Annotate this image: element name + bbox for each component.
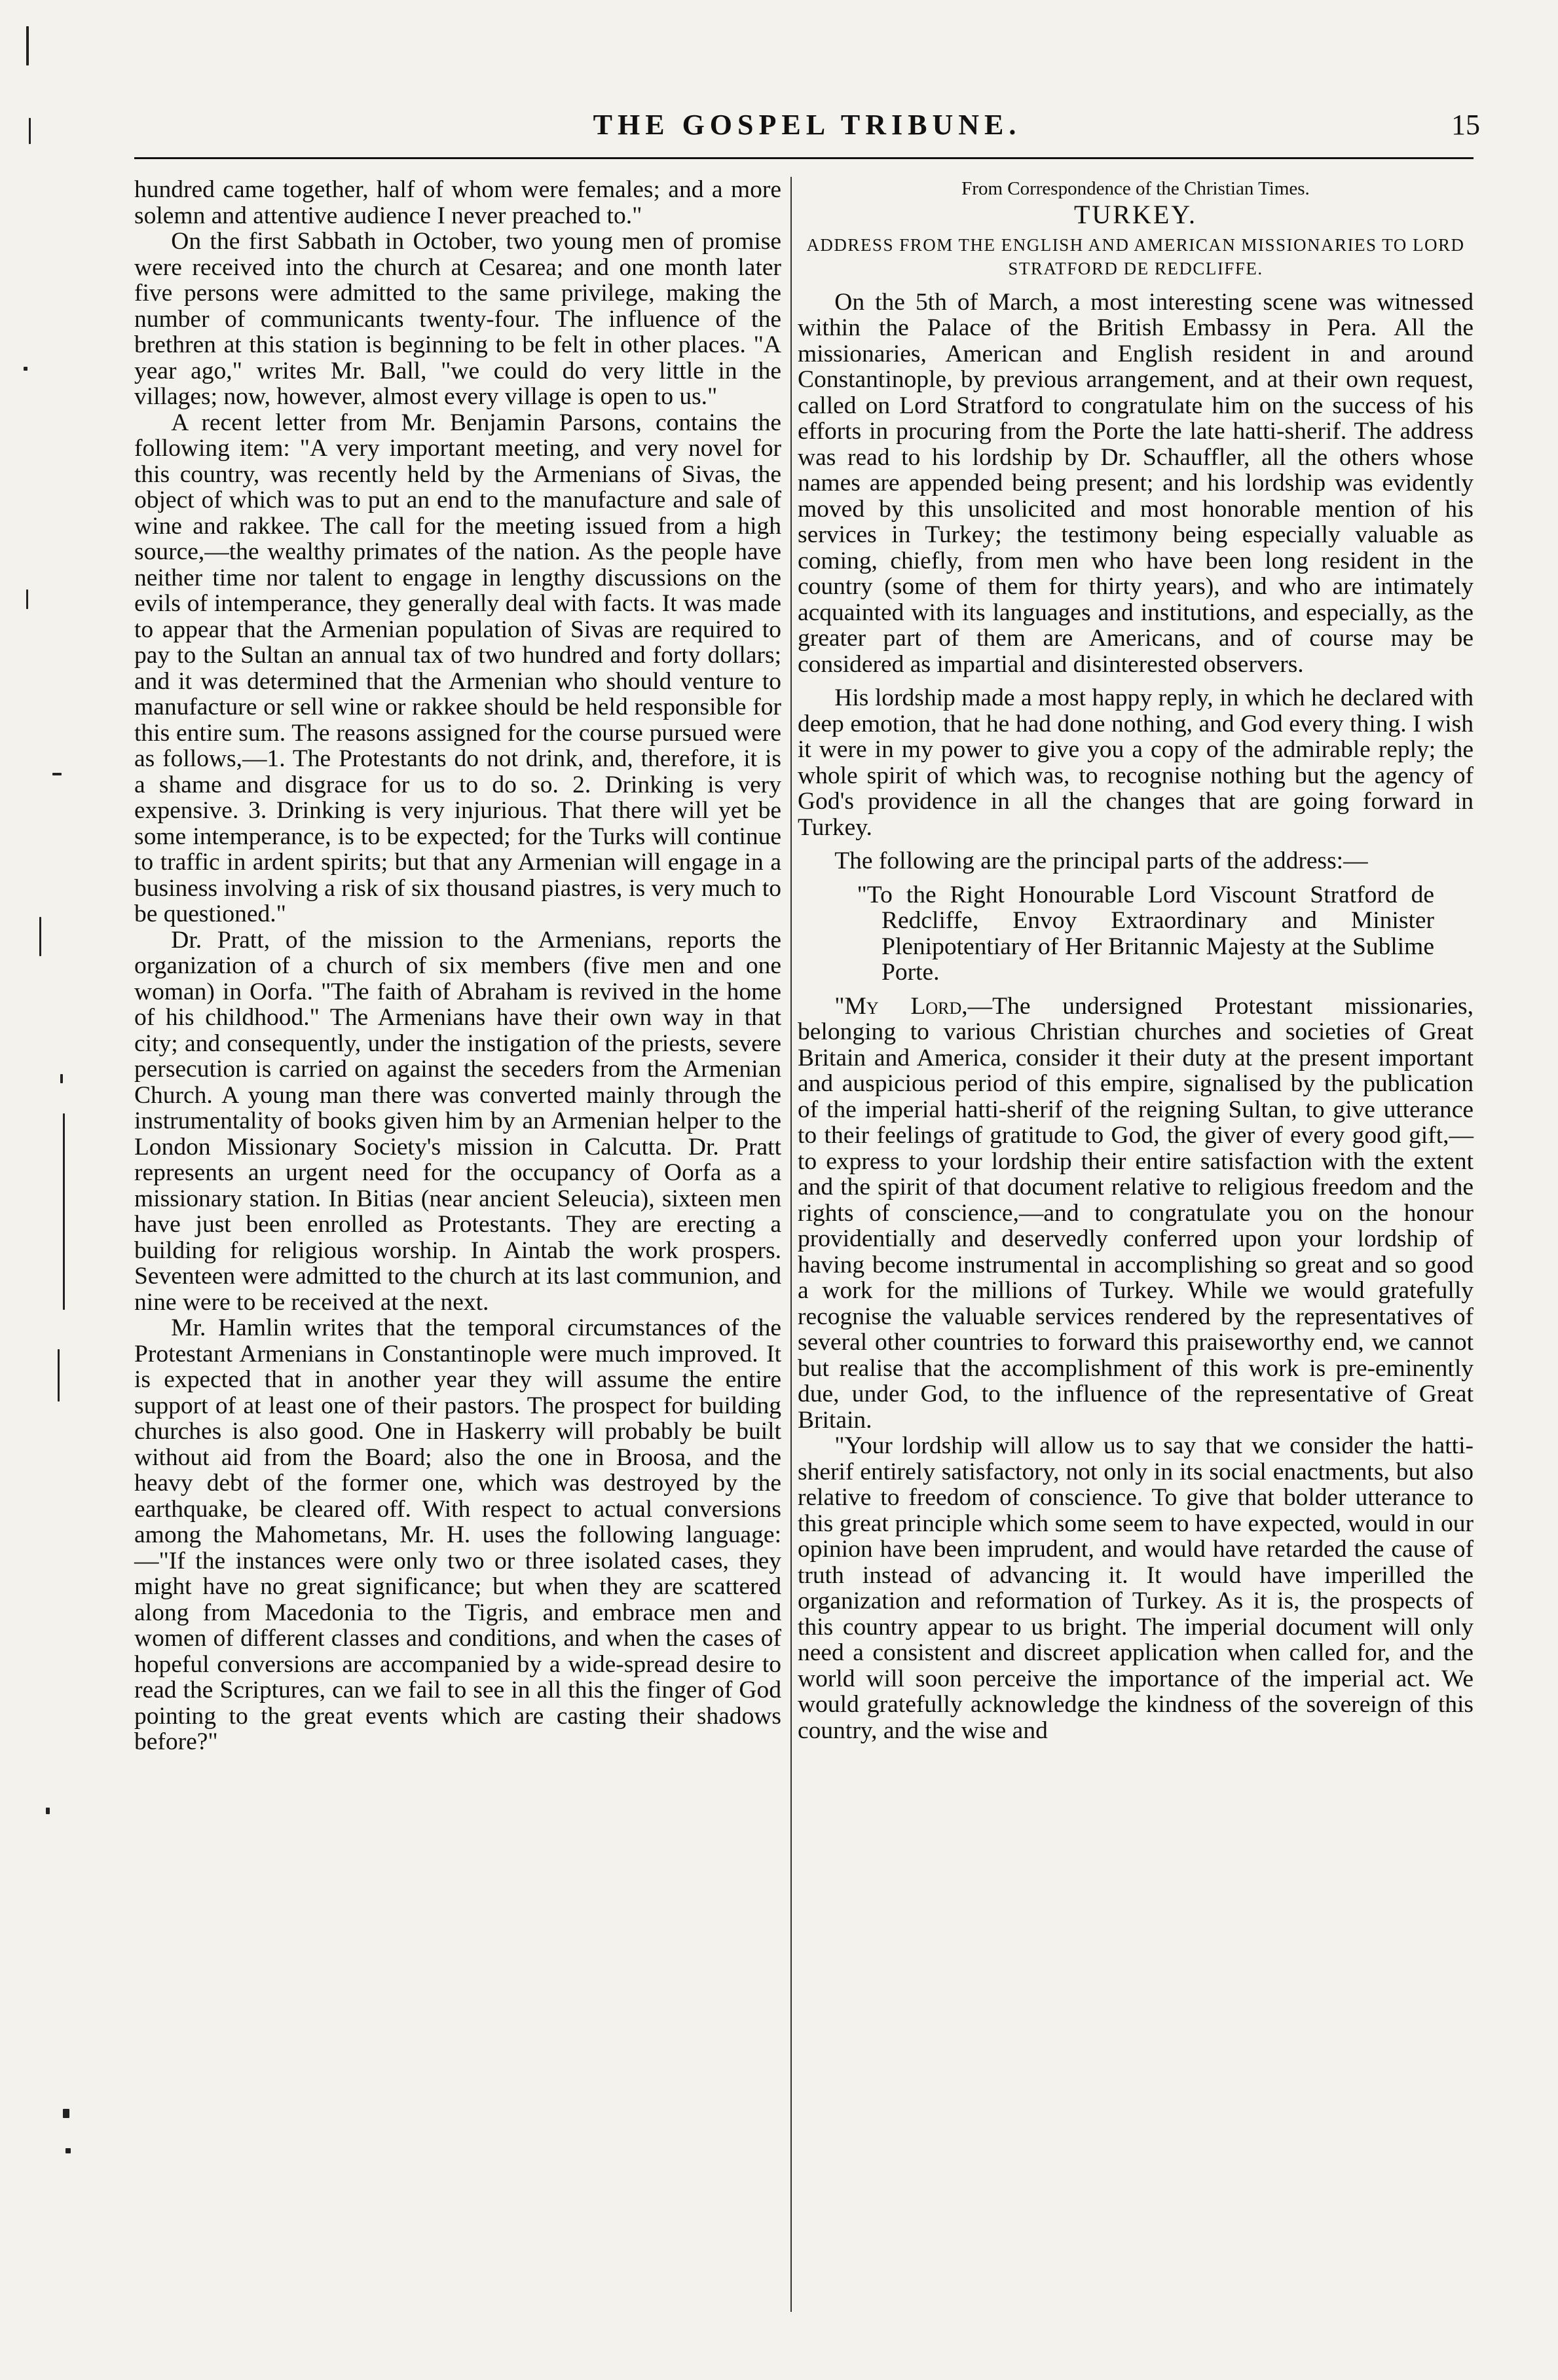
right-column — [798, 177, 1474, 1743]
letter-paragraph — [798, 994, 1474, 1434]
left-column — [134, 177, 781, 1755]
running-title: THE GOSPEL TRIBUNE. — [593, 109, 1022, 141]
page-header — [134, 108, 1480, 154]
paragraph: hundred came together, half of whom were females; and a more solemn and attentive audience I never preached to." — [134, 176, 781, 229]
paragraph: Dr. Pratt, of the mission to the Armenians, reports the organization of a church of six members (five men and one woman) in Oorfa. "The faith of Abraham is revived in the home of his childhood." The Armenians have their own way in that city; and consequently, under the instigation of the priests, severe persecution is carried on against the seceders from the Armenian Church. A young man there was converted mainly through the instrumentality of books given him by an Armenian helper to the London Missionary Society's mission in Calcutta. Dr. Pratt represents an urgent need for the occupancy of Oorfa as a missionary station. In Bitias (near ancient Seleucia), sixteen men have just been enrolled as Protestants. They are erecting a building for religious worship. In Aintab the work prospers. Seventeen were admitted to the church at its last communion, and nine were to be received at the next. — [134, 926, 781, 1316]
correspondence-byline: From Correspondence of the Christian Times. — [961, 178, 1310, 199]
section-title: TURKEY. — [1073, 200, 1198, 229]
header-rule — [134, 157, 1474, 159]
paragraph: Mr. Hamlin writes that the temporal circumstances of the Protestant Armenians in Constantinople were much improved. It is expected that in another year they will assume the entire support of at least one of their pastors. The prospect for building churches is also good. One in Haskerry will probably be built without aid from the Board; also the one in Broosa, and the heavy debt of the former one, which was destroyed by the earthquake, be cleared off. With respect to actual conversions among the Mahometans, Mr. H. uses the following language:—"If the instances were only two or three isolated cases, they might have no great significance; but when they are scattered along from Macedonia to the Tigris, and embrace men and women of different classes and conditions, and when the cases of hopeful conversions are accompanied by a wide-spread desire to read the Scriptures, can we fail to see in all this the finger of God pointing to the great events which are casting their shadows before?" — [134, 1314, 781, 1755]
scan-margin-marks — [0, 0, 79, 2380]
letter-opening: "My Lord, — [834, 992, 968, 1020]
paragraph: A recent letter from Mr. Benjamin Parsons, contains the following item: "A very important meeting, and very novel for this country, was recently held by the Armenians of Sivas, the object of which was to put an end to the manufacture and sale of wine and rakkee. The call for the meeting issued from a high source,—the wealthy primates of the nation. As the people have neither time nor talent to engage in lengthy discussions on the evils of intemperance, they generally deal with facts. It was made to appear that the Armenian population of Sivas are required to pay to the Sultan an annual tax of two hundred and forty dollars; and it was determined that the Armenian who should venture to manufacture or sell wine or rakkee should be held responsible for this entire sum. The reasons assigned for the course pursued were as follows,—1. The Protestants do not drink, and, therefore, it is a shame and disgrace for us to do so. 2. Drinking is very expensive. 3. Drinking is very injurious. That there will yet be some intemperance, is to be expected; for the Turks will continue to traffic in ardent spirits; but that any Armenian will engage in a business involving a risk of six thousand piastres, is very much to be questioned." — [134, 409, 781, 927]
paragraph: His lordship made a most happy reply, in which he declared with deep emotion, that he had done nothing, and God every thing. I wish it were in my power to give you a copy of the admirable reply; the whole spirit of which was, to recognise nothing but the agency of God's providence in all the changes that are going forward in Turkey. — [798, 684, 1474, 841]
address-heading: ADDRESS FROM THE ENGLISH AND AMERICAN MISSIONARIES TO LORD STRATFORD DE REDCLIFFE. — [806, 234, 1465, 278]
page-number: 15 — [1451, 109, 1480, 141]
column-divider — [790, 177, 792, 2312]
paragraph: The following are the principal parts of the address:— — [834, 847, 1368, 874]
paragraph: On the 5th of March, a most interesting scene was witnessed within the Palace of the British Embassy in Pera. All the missionaries, American and English resident in and around Constantinople, by previous arrangement, and at their own request, called on Lord Stratford to congratulate him on the success of his efforts in procuring from the Porte the late hatti-sherif. The address was read to his lordship by Dr. Schauffler, all the others whose names are appended being present; and his lordship was evidently moved by this unsolicited and most honorable mention of his services in Turkey; the testimony being especially valuable as coming, chiefly, from men who have been long resident in the country (some of them for thirty years), and who are intimately acquainted with its languages and institutions, and especially, as the greater part of them are Americans, and of course may be considered as impartial and disinterested observers. — [798, 288, 1474, 678]
letter-text: —The undersigned Protestant missionaries, belonging to various Christian churches and societies of Great Britain and America, consider it their duty at the present important and auspicious period of this empire, signalised by the publication of the imperial hatti-sherif of the reigning Sultan, to give utterance to their feelings of gratitude to God, the giver of every good gift,—to express to your lordship their entire satisfaction with the extent and the spirit of that document relative to religious freedom and the rights of conscience,—and to congratulate you on the honour providentially and deservedly conferred upon your lordship of having become instrumental in accomplishing so great and so good a work for the millions of Turkey. While we would gratefully recognise the valuable services rendered by the representatives of several other countries to forward this praiseworthy end, we cannot but realise that the accomplishment of this work is pre-eminently due, under God, to the influence of the representative of Great Britain. — [798, 992, 1474, 1434]
address-salutation: "To the Right Honourable Lord Viscount Stratford de Redcliffe, Envoy Extraordinary and Minister Plenipotentiary of Her Britannic Majesty at the Sublime Porte. — [857, 881, 1434, 986]
paragraph: On the first Sabbath in October, two young men of promise were received into the church at Cesarea; and one month later five persons were admitted to the same privilege, making the number of communicants twenty-four. The influence of the brethren at this station is beginning to be felt in other places. "A year ago," writes Mr. Ball, "we could do very little in the villages; now, however, almost every village is open to us." — [134, 228, 781, 410]
letter-paragraph: "Your lordship will allow us to say that we consider the hatti-sherif entirely satisfactory, not only in its social enactments, but also relative to freedom of conscience. To give that bolder utterance to this great principle which some seem to have expected, would in our opinion have been imprudent, and would have retarded the cause of truth instead of advancing it. It would have imperilled the organization and reformation of Turkey. As it is, the prospects of this country appear to us bright. The imperial document will only need a consistent and discreet application when called for, and the world will soon perceive the importance of the imperial act. We would gratefully acknowledge the kindness of the sovereign of this country, and the wise and — [798, 1432, 1474, 1744]
